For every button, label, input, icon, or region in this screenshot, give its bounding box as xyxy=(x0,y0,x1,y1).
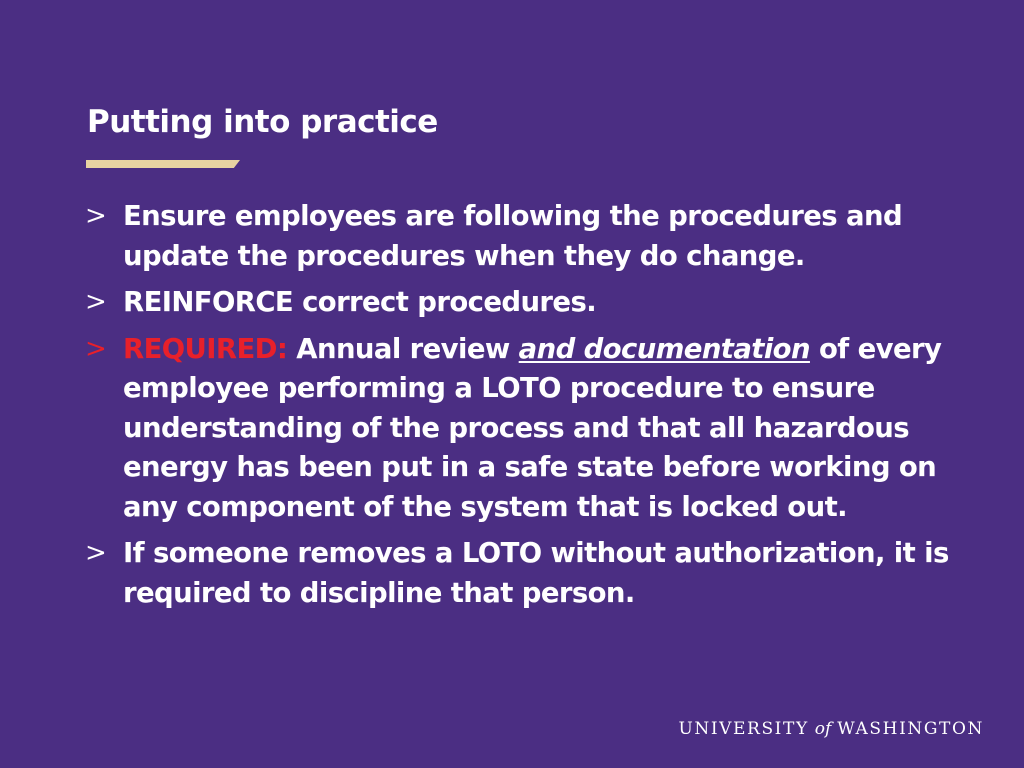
bullet-list xyxy=(85,197,985,620)
bullet-text-pre: Annual review xyxy=(296,332,510,365)
bullet-item-discipline xyxy=(85,534,985,613)
bullet-text-post: of every employee performing a LOTO procedure to ensure understanding of the process and that all hazardous energy has been put in a safe state before working on any component of the system that is locked out. xyxy=(123,332,942,523)
title-underline xyxy=(86,160,240,168)
chevron-right-icon: > xyxy=(85,201,107,231)
logo-text-of: of xyxy=(814,719,832,739)
bullet-item-required-annual-review xyxy=(85,330,985,528)
chevron-right-icon: > xyxy=(85,333,107,364)
logo-text-university: UNIVERSITY xyxy=(678,719,809,739)
bullet-text: If someone removes a LOTO without authorization, it is required to discipline that person. xyxy=(123,537,949,609)
university-logo xyxy=(678,719,984,739)
bullet-item-reinforce xyxy=(85,283,985,323)
chevron-right-icon: > xyxy=(85,538,107,568)
bullet-text: REINFORCE correct procedures. xyxy=(123,286,597,318)
bullet-item-ensure-procedures xyxy=(85,197,985,276)
logo-text-washington: WASHINGTON xyxy=(837,719,984,739)
chevron-right-icon: > xyxy=(85,287,107,317)
slide-title: Putting into practice xyxy=(87,104,438,140)
required-label: REQUIRED: xyxy=(123,332,288,365)
emphasis-text: and documentation xyxy=(518,332,810,365)
bullet-text: Ensure employees are following the procedures and update the procedures when they do change. xyxy=(123,200,903,272)
